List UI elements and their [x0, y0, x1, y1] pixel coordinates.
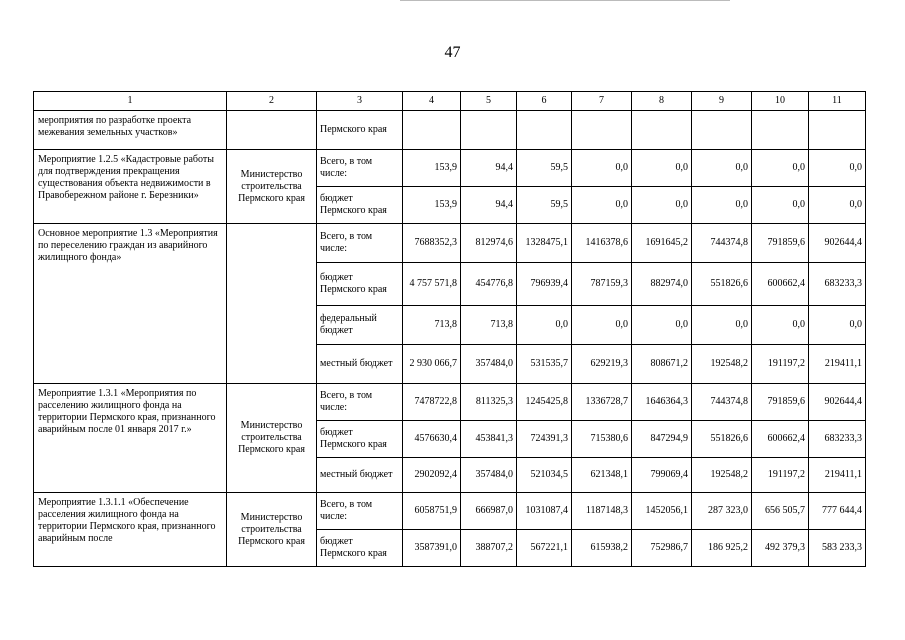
- activity-name-cell: Мероприятие 1.2.5 «Кадастровые работы для подтверждения прекращения существования объекта недвижимости в Правобережном районе г. Березники»: [34, 150, 227, 224]
- activity-name-cell: Мероприятие 1.3.1 «Мероприятия по расселению жилищного фонда на территории Пермского края, признанного аварийным после 01 января 2017 г.»: [34, 384, 227, 493]
- executor-cell: Министерство строительства Пермского края: [227, 150, 317, 224]
- value-cell: 791859,6: [752, 384, 809, 421]
- value-cell: 656 505,7: [752, 493, 809, 530]
- value-cell: 0,0: [572, 306, 632, 345]
- value-cell: 4576630,4: [403, 421, 461, 458]
- value-cell: 0,0: [572, 150, 632, 187]
- value-cell: 192548,2: [692, 345, 752, 384]
- column-header: 11: [809, 92, 866, 111]
- value-cell: 583 233,3: [809, 530, 866, 567]
- funding-source-cell: бюджет Пермского края: [317, 421, 403, 458]
- funding-source-cell: бюджет Пермского края: [317, 530, 403, 567]
- value-cell: 1031087,4: [517, 493, 572, 530]
- value-cell: 777 644,4: [809, 493, 866, 530]
- value-cell: 1416378,6: [572, 224, 632, 263]
- value-cell: 882974,0: [632, 263, 692, 306]
- value-cell: [403, 111, 461, 150]
- value-cell: 453841,3: [461, 421, 517, 458]
- value-cell: 59,5: [517, 150, 572, 187]
- value-cell: 551826,6: [692, 421, 752, 458]
- value-cell: 715380,6: [572, 421, 632, 458]
- value-cell: 1452056,1: [632, 493, 692, 530]
- value-cell: 0,0: [632, 187, 692, 224]
- table-row: [34, 493, 866, 530]
- value-cell: 94,4: [461, 150, 517, 187]
- value-cell: 94,4: [461, 187, 517, 224]
- value-cell: 191197,2: [752, 458, 809, 493]
- executor-cell: Министерство строительства Пермского края: [227, 493, 317, 567]
- value-cell: 752986,7: [632, 530, 692, 567]
- value-cell: 388707,2: [461, 530, 517, 567]
- value-cell: 0,0: [752, 150, 809, 187]
- value-cell: 902644,4: [809, 384, 866, 421]
- value-cell: 7688352,3: [403, 224, 461, 263]
- value-cell: 1245425,8: [517, 384, 572, 421]
- value-cell: 600662,4: [752, 263, 809, 306]
- column-header: 7: [572, 92, 632, 111]
- funding-source-cell: Всего, в том числе:: [317, 150, 403, 187]
- value-cell: 0,0: [809, 187, 866, 224]
- value-cell: [572, 111, 632, 150]
- value-cell: 666987,0: [461, 493, 517, 530]
- funding-source-cell: Всего, в том числе:: [317, 493, 403, 530]
- funding-source-cell: местный бюджет: [317, 458, 403, 493]
- value-cell: 0,0: [692, 306, 752, 345]
- executor-cell: [227, 224, 317, 384]
- column-header: 8: [632, 92, 692, 111]
- column-header: 5: [461, 92, 517, 111]
- activity-name-cell: Мероприятие 1.3.1.1 «Обеспечение расселения жилищного фонда на территории Пермского края, признанного аварийным после: [34, 493, 227, 567]
- value-cell: 521034,5: [517, 458, 572, 493]
- value-cell: 799069,4: [632, 458, 692, 493]
- value-cell: 219411,1: [809, 458, 866, 493]
- value-cell: 492 379,3: [752, 530, 809, 567]
- value-cell: [809, 111, 866, 150]
- value-cell: 153,9: [403, 150, 461, 187]
- value-cell: 567221,1: [517, 530, 572, 567]
- value-cell: 683233,3: [809, 263, 866, 306]
- value-cell: 153,9: [403, 187, 461, 224]
- value-cell: 791859,6: [752, 224, 809, 263]
- value-cell: 0,0: [752, 306, 809, 345]
- value-cell: 0,0: [752, 187, 809, 224]
- value-cell: 0,0: [692, 187, 752, 224]
- value-cell: [632, 111, 692, 150]
- value-cell: 0,0: [809, 306, 866, 345]
- column-header: 4: [403, 92, 461, 111]
- executor-cell: [227, 111, 317, 150]
- value-cell: 357484,0: [461, 345, 517, 384]
- value-cell: 219411,1: [809, 345, 866, 384]
- value-cell: 59,5: [517, 187, 572, 224]
- value-cell: 1691645,2: [632, 224, 692, 263]
- value-cell: 0,0: [517, 306, 572, 345]
- value-cell: 796939,4: [517, 263, 572, 306]
- value-cell: 724391,3: [517, 421, 572, 458]
- funding-source-cell: бюджет Пермского края: [317, 187, 403, 224]
- column-header: 2: [227, 92, 317, 111]
- value-cell: 812974,6: [461, 224, 517, 263]
- value-cell: 1328475,1: [517, 224, 572, 263]
- value-cell: 1646364,3: [632, 384, 692, 421]
- value-cell: 192548,2: [692, 458, 752, 493]
- value-cell: 3587391,0: [403, 530, 461, 567]
- value-cell: 6058751,9: [403, 493, 461, 530]
- column-header: 10: [752, 92, 809, 111]
- funding-source-cell: Всего, в том числе:: [317, 224, 403, 263]
- value-cell: 600662,4: [752, 421, 809, 458]
- value-cell: 531535,7: [517, 345, 572, 384]
- value-cell: 0,0: [632, 306, 692, 345]
- header-row: [34, 92, 866, 111]
- value-cell: 808671,2: [632, 345, 692, 384]
- value-cell: 787159,3: [572, 263, 632, 306]
- top-edge-line: [400, 0, 730, 1]
- value-cell: 902644,4: [809, 224, 866, 263]
- column-header: 9: [692, 92, 752, 111]
- value-cell: 0,0: [632, 150, 692, 187]
- value-cell: 629219,3: [572, 345, 632, 384]
- funding-source-cell: Всего, в том числе:: [317, 384, 403, 421]
- value-cell: [752, 111, 809, 150]
- funding-source-cell: федеральный бюджет: [317, 306, 403, 345]
- value-cell: 2902092,4: [403, 458, 461, 493]
- column-header: 6: [517, 92, 572, 111]
- table-row: [34, 384, 866, 421]
- table-row: [34, 224, 866, 263]
- value-cell: 2 930 066,7: [403, 345, 461, 384]
- value-cell: [461, 111, 517, 150]
- value-cell: 186 925,2: [692, 530, 752, 567]
- column-header: 3: [317, 92, 403, 111]
- value-cell: [692, 111, 752, 150]
- value-cell: 713,8: [461, 306, 517, 345]
- value-cell: 287 323,0: [692, 493, 752, 530]
- value-cell: 4 757 571,8: [403, 263, 461, 306]
- table-row: [34, 150, 866, 187]
- value-cell: 0,0: [692, 150, 752, 187]
- table-body: [34, 92, 866, 567]
- value-cell: 683233,3: [809, 421, 866, 458]
- funding-source-cell: Пермского края: [317, 111, 403, 150]
- value-cell: 454776,8: [461, 263, 517, 306]
- value-cell: 191197,2: [752, 345, 809, 384]
- value-cell: 744374,8: [692, 384, 752, 421]
- table-row: [34, 111, 866, 150]
- value-cell: 621348,1: [572, 458, 632, 493]
- value-cell: 847294,9: [632, 421, 692, 458]
- value-cell: 1336728,7: [572, 384, 632, 421]
- value-cell: 1187148,3: [572, 493, 632, 530]
- value-cell: 615938,2: [572, 530, 632, 567]
- activity-name-cell: мероприятия по разработке проекта межевания земельных участков»: [34, 111, 227, 150]
- page-number: 47: [444, 44, 461, 61]
- value-cell: 357484,0: [461, 458, 517, 493]
- value-cell: 551826,6: [692, 263, 752, 306]
- value-cell: 0,0: [572, 187, 632, 224]
- value-cell: 713,8: [403, 306, 461, 345]
- value-cell: 744374,8: [692, 224, 752, 263]
- activity-name-cell: Основное мероприятие 1.3 «Мероприятия по переселению граждан из аварийного жилищного фонда»: [34, 224, 227, 384]
- value-cell: 7478722,8: [403, 384, 461, 421]
- value-cell: 0,0: [809, 150, 866, 187]
- funding-source-cell: местный бюджет: [317, 345, 403, 384]
- budget-table: [33, 91, 866, 567]
- column-header: 1: [34, 92, 227, 111]
- executor-cell: Министерство строительства Пермского края: [227, 384, 317, 493]
- value-cell: 811325,3: [461, 384, 517, 421]
- value-cell: [517, 111, 572, 150]
- funding-source-cell: бюджет Пермского края: [317, 263, 403, 306]
